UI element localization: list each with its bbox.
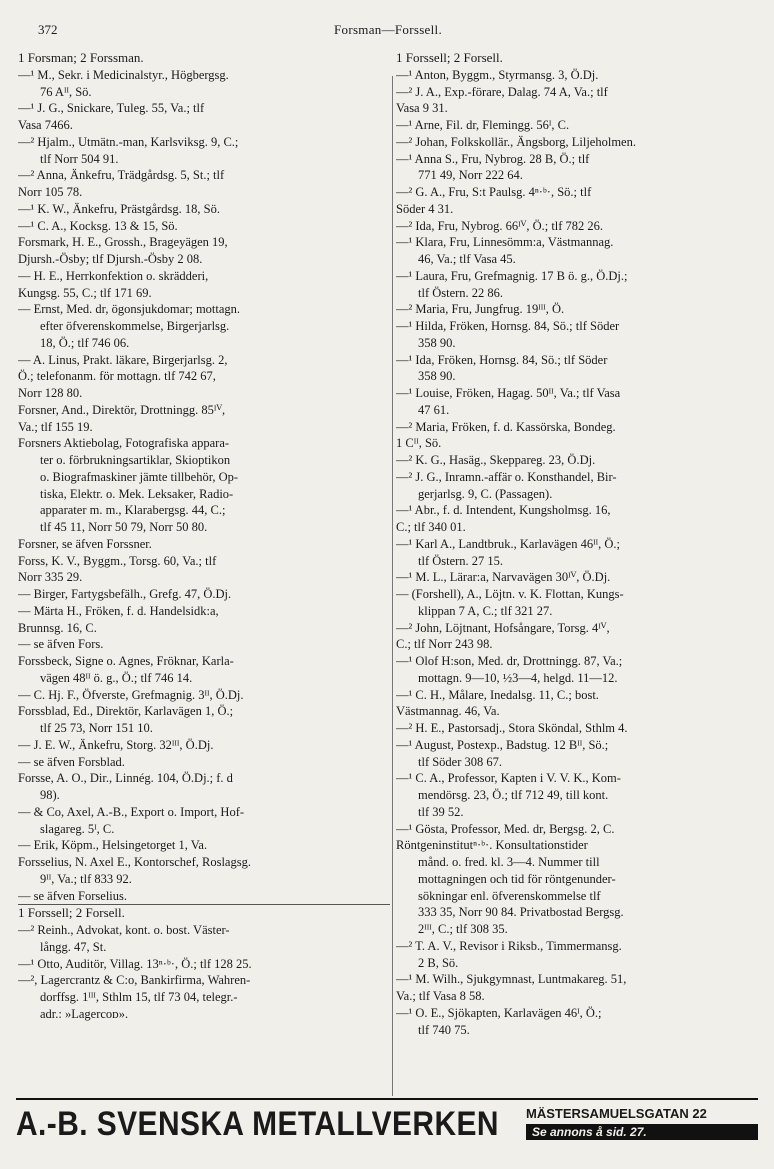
directory-entry-line: tlf Norr 504 91. [40,151,119,166]
right-column [396,50,764,1038]
directory-entry-line: tlf 25 73, Norr 151 10. [40,721,153,735]
left-column [18,50,390,1023]
directory-entry-line: vägen 48ᴵᴵ ö. g., Ö.; tlf 746 14. [40,670,193,685]
directory-entry-line: klippan 7 A, C.; tlf 321 27. [418,603,553,618]
directory-entry-line: 1 Cᴵᴵ, Sö. [396,436,442,451]
page-header [38,22,738,42]
directory-entry-line: Forsner, And., Direktör, Drottningg. 85ᴵⱽ, [18,402,226,417]
directory-entry-line: adr.: »Lagercoᴅ». [40,1006,129,1021]
directory-entry-line: 76 Aᴵᴵ, Sö. [40,84,92,99]
directory-entry-line: —¹ Ida, Fröken, Hornsg. 84, Sö.; tlf Söder [396,352,608,367]
directory-entry-line: 2 B, Sö. [418,955,459,970]
directory-entry-line: — Erik, Köpm., Helsingetorget 1, Va. [18,838,208,853]
directory-entry-line: tlf 39 52. [418,804,464,819]
directory-entry-line: slagareg. 5ᴵ, C. [40,821,115,836]
directory-entry-line: 46, Va.; tlf Vasa 45. [418,252,516,266]
directory-entry-line: sökningar enl. öfverenskommelse tlf [418,888,601,903]
directory-entry-line: — se äfven Fors. [18,637,104,652]
directory-entry-line: —¹ Louise, Fröken, Hagag. 50ᴵᴵ, Va.; tlf Vasa [396,386,621,400]
directory-entry-line: Norr 105 78. [18,185,83,199]
directory-entry-line: —² J. A., Exp.-förare, Dalag. 74 A, Va.; tlf [396,84,608,99]
advertisement-address: MÄSTERSAMUELSGATAN 22 [526,1106,707,1121]
directory-entry-line: o. Biografmaskiner jämte tillbehör, Op- [40,469,239,484]
directory-entry-line: 18, Ö.; tlf 746 06. [40,335,130,350]
directory-entry-line: 47 61. [418,402,450,417]
directory-entry-line: —¹ C. A., Professor, Kapten i V. V. K., Kom- [396,771,621,786]
directory-entry-line: C.; tlf 340 01. [396,520,466,534]
section-heading: 1 Forssell; 2 Forsell. [18,904,390,922]
directory-entry-line: —² K. G., Hasäg., Skeppareg. 23, Ö.Dj. [396,453,596,467]
directory-entry-line: 333 35, Norr 90 84. Privatbostad Bergsg. [418,905,624,920]
directory-entry-line: —¹ Laura, Fru, Grefmagnig. 17 B ö. g., Ö.Dj.; [396,268,628,283]
directory-entry-line: — H. E., Herrkonfektion o. skrädderi, [18,268,209,283]
directory-entry-line: Forsmark, H. E., Grossh., Brageyägen 19, [18,235,228,250]
directory-entry-line: —¹ M., Sekr. i Medicinalstyr., Högbergsg. [18,67,229,82]
directory-entry-line: Forsselius, N. Axel E., Kontorschef, Roslagsg. [18,855,251,869]
column-divider [392,76,393,1096]
directory-entry-line: C.; tlf Norr 243 98. [396,637,493,652]
directory-entry-line: — (Forshell), A., Löjtn. v. K. Flottan, Kungs- [396,587,624,601]
directory-entry-line: tiska, Elektr. o. Mek. Leksaker, Radio- [40,486,234,501]
directory-entry-line: Va.; tlf 155 19. [18,419,93,434]
directory-entry-line: tlf 45 11, Norr 50 79, Norr 50 80. [40,520,208,534]
directory-entry-line: tlf Söder 308 67. [418,754,503,769]
directory-entry-line: månd. o. fred. kl. 3—4. Nummer till [418,855,600,869]
section-heading: 1 Forsman; 2 Forssman. [18,50,144,65]
directory-entry-line: efter öfverenskommelse, Birgerjarlsg. [40,319,230,333]
directory-entry-line: —¹ Otto, Auditör, Villag. 13ⁿ·ᵇ·, Ö.; tlf 128 25. [18,956,252,971]
directory-entry-line: Röntgeninstitutⁿ·ᵇ·. Konsultationstider [396,838,588,853]
directory-entry-line: —², Lagercrantz & C:o, Bankirfirma, Wahren- [18,973,251,988]
directory-entry-line: —² Maria, Fröken, f. d. Kassörska, Bondeg. [396,419,616,434]
directory-entry-line: Vasa 9 31. [396,101,448,116]
directory-entry-line: —¹ K. W., Änkefru, Prästgårdsg. 18, Sö. [18,201,221,216]
directory-entry-line: —² Hjalm., Utmätn.-man, Karlsviksg. 9, C.; [18,134,239,149]
directory-entry-line: Forsners Aktiebolag, Fotografiska appara- [18,436,230,451]
directory-entry-line: —² John, Löjtnant, Hofsångare, Torsg. 4ᴵⱽ, [396,620,610,635]
directory-entry-line: Söder 4 31. [396,201,454,216]
directory-entry-line: —¹ M. L., Lärar:a, Narvavägen 30ᴵⱽ, Ö.Dj. [396,570,611,585]
directory-entry-line: Kungsg. 55, C.; tlf 171 69. [18,285,152,300]
directory-entry-line: Norr 335 29. [18,570,83,585]
directory-entry-line: —² Maria, Fru, Jungfrug. 19ᴵᴵᴵ, Ö. [396,302,565,317]
directory-entry-line: —² Ida, Fru, Nybrog. 66ᴵⱽ, Ö.; tlf 782 26. [396,218,604,233]
page-number: 372 [38,22,58,37]
directory-entry-line: — Birger, Fartygsbefälh., Grefg. 47, Ö.Dj. [18,587,232,601]
directory-entry-line: —² T. A. V., Revisor i Riksb., Timmermansg. [396,938,622,953]
directory-entry-line: Forssbeck, Signe o. Agnes, Fröknar, Karla- [18,654,234,668]
directory-entry-line: mendörsg. 23, Ö.; tlf 712 49, till kont. [418,788,609,802]
directory-entry-line: — J. E. W., Änkefru, Storg. 32ᴵᴵᴵ, Ö.Dj. [18,737,214,752]
directory-entry-line: —¹ Abr., f. d. Intendent, Kungsholmsg. 16, [396,503,611,518]
directory-entry-line: —¹ Klara, Fru, Linnesömm:a, Västmannag. [396,235,614,250]
directory-entry-line: —¹ Karl A., Landtbruk., Karlavägen 46ᴵᴵ, Ö.; [396,536,620,551]
directory-entry-line: mottagn. 9—10, ½3—4, helgd. 11—12. [418,670,618,685]
directory-entry-line: Forss, K. V., Byggm., Torsg. 60, Va.; tlf [18,553,217,568]
directory-entry-line: Västmannag. 46, Va. [396,704,500,719]
directory-entry-line: Va.; tlf Vasa 8 58. [396,989,485,1003]
directory-entry-line: Vasa 7466. [18,118,73,132]
directory-entry-line: —² Johan, Folkskollär., Ängsborg, Liljeholmen. [396,134,636,149]
directory-entry-line: långg. 47, St. [40,939,107,954]
directory-entry-line: Forsner, se äfven Forssner. [18,536,152,551]
directory-entry-line: tlf 740 75. [418,1022,470,1037]
directory-entry-line: 358 90. [418,369,456,384]
directory-entry-line: —¹ Olof H:son, Med. dr, Drottningg. 87, Va.; [396,654,623,668]
directory-entry-line: —² Anna, Änkefru, Trädgårdsg. 5, St.; tlf [18,168,225,183]
advertisement-info [526,1106,758,1142]
directory-entry-line: —¹ O. E., Sjökapten, Karlavägen 46ᴵ, Ö.; [396,1005,602,1020]
directory-entry-line: ter o. förbrukningsartiklar, Skioptikon [40,453,231,467]
directory-entry-line: — Ernst, Med. dr, ögonsjukdomar; mottagn. [18,302,241,317]
directory-entry-line: Forsse, A. O., Dir., Linnég. 104, Ö.Dj.; f. d [18,771,233,786]
directory-entry-line: —¹ Anton, Byggm., Styrmansg. 3, Ö.Dj. [396,67,599,82]
directory-entry-line: —² H. E., Pastorsadj., Stora Sköndal, Sthlm 4. [396,721,628,735]
directory-entry-line: —² J. G., Inramn.-affär o. Konsthandel, Bir- [396,469,617,484]
directory-entry-line: gerjarlsg. 9, C. (Passagen). [418,486,553,501]
directory-entry-line: 2ᴵᴵᴵ, C.; tlf 308 35. [418,922,508,936]
directory-entry-line: —¹ C. H., Målare, Inedalsg. 11, C.; bost. [396,687,599,702]
directory-entry-line: — se äfven Forselius. [18,888,128,903]
directory-entry-line: Brunnsg. 16, C. [18,620,97,635]
directory-entry-line: —² Reinh., Advokat, kont. o. bost. Väster- [18,923,230,937]
directory-entry-line: — & Co, Axel, A.-B., Export o. Import, Hof- [18,804,245,819]
directory-entry-line: tlf Östern. 27 15. [418,553,504,568]
directory-entry-line: —¹ C. A., Kocksg. 13 & 15, Sö. [18,218,178,233]
directory-entry-line: — C. Hj. F., Öfverste, Grefmagnig. 3ᴵᴵ, Ö.Dj. [18,687,244,702]
section-heading: 1 Forssell; 2 Forsell. [396,50,503,65]
directory-entry-line: —¹ Gösta, Professor, Med. dr, Bergsg. 2, C. [396,821,615,836]
directory-entry-line: apparater m. m., Klarabergsg. 44, C.; [40,503,226,518]
advertisement-banner [16,1098,758,1144]
directory-entry-line: —¹ August, Postexp., Badstug. 12 Bᴵᴵ, Sö.; [396,737,609,752]
directory-entry-line: —¹ M. Wilh., Sjukgymnast, Luntmakareg. 51, [396,972,627,987]
directory-entry-line: 358 90. [418,335,456,350]
directory-entry-line: —¹ Arne, Fil. dr, Flemingg. 56ᴵ, C. [396,118,570,132]
directory-entry-line: Ö.; telefonanm. för mottagn. tlf 742 67, [18,369,216,384]
directory-entry-line: 9ᴵᴵ, Va.; tlf 833 92. [40,871,132,886]
advertisement-reference: Se annons å sid. 27. [526,1124,758,1140]
directory-entry-line: Forssblad, Ed., Direktör, Karlavägen 1, Ö.; [18,704,234,719]
advertisement-rule [16,1098,758,1100]
directory-entry-line: tlf Östern. 22 86. [418,285,504,300]
advertisement-company: A.-B. SVENSKA METALLVERKEN [16,1105,499,1143]
directory-entry-line: —¹ Hilda, Fröken, Hornsg. 84, Sö.; tlf Söder [396,319,620,333]
directory-entry-line: —¹ J. G., Snickare, Tuleg. 55, Va.; tlf [18,101,205,116]
directory-entry-line: — se äfven Forsblad. [18,754,125,769]
directory-entry-line: —² G. A., Fru, S:t Paulsg. 4ⁿ·ᵇ·, Sö.; tlf [396,185,592,199]
directory-entry-line: — A. Linus, Prakt. läkare, Birgerjarlsg. 2, [18,352,228,367]
directory-entry-line: 98). [40,788,60,802]
running-title: Forsman—Forssell. [333,22,443,37]
directory-entry-line: Djursh.-Ösby; tlf Djursh.-Ösby 2 08. [18,252,203,266]
directory-entry-line: Norr 128 80. [18,386,83,400]
directory-entry-line: mottagningen och tid för röntgenunder- [418,871,616,886]
directory-entry-line: —¹ Anna S., Fru, Nybrog. 28 B, Ö.; tlf [396,151,590,166]
directory-entry-line: — Märta H., Fröken, f. d. Handelsidk:a, [18,603,219,618]
directory-entry-line: dorffsg. 1ᴵᴵᴵ, Sthlm 15, tlf 73 04, telegr.- [40,990,238,1004]
directory-entry-line: 771 49, Norr 222 64. [418,168,523,183]
